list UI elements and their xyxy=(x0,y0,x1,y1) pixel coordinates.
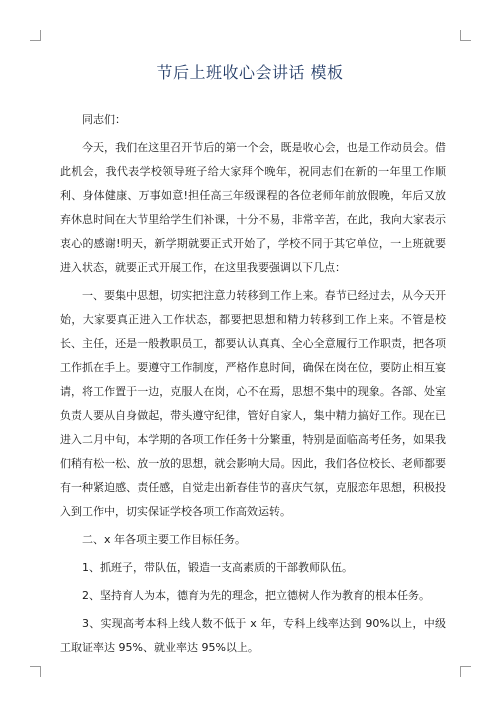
document-title: 节后上班收心会讲话 模板 xyxy=(156,63,344,82)
paragraph-point-two-heading: 二、x 年各项主要工作目标任务。 xyxy=(82,533,247,546)
paragraph-opening: 今天，我们在这里召开节后的第一个会，既是收心会，也是工作动员会。借此机会，我代表学校领导班子给大家拜个晚年，祝同志们在新的一年里工作顺利、身体健康、万事如意!担任高三年级课程的各位老师年前放假晚，年后又放弃休息时间在大节里给学生们补课，十分不易，非常辛苦，在此，我向大家表示衷心的感谢!明天，新学期就要正式开始了，学校不同于其它单位，一上班就要进入状态，就要正式开展工作，在这里我要强调以下几点： xyxy=(60,141,446,274)
crop-mark-top-left xyxy=(30,30,41,41)
paragraph-point-one: 一、要集中思想，切实把注意力转移到工作上来。春节已经过去，从今天开始，大家要真正进入工作状态，都要把思想和精力转移到工作上来。不管是校长、主任，还是一般教职员工，都要认认真真、全心全意履行工作职责，把各项工作抓在手上。要遵守工作制度，严格作息时间，确保在岗在位，要防止相互宴请，将工作置于一边，克服人在岗，心不在焉，思想不集中的现象。各部、处室负责人要从自身做起，带头遵守纪律，管好自家人，集中精力搞好工作。现在已进入二月中旬，本学期的各项工作任务十分繁重，特别是面临高考任务，如果我们稍有松一松、放一放的思想，就会影响大局。因此，我们各位校长、老师都要有一种紧迫感、责任感，自觉走出新春佳节的喜庆气氛，克服恋年思想，积极投入到工作中，切实保证学校各项工作高效运转。 xyxy=(60,289,446,518)
crop-mark-bottom-right xyxy=(460,666,471,677)
paragraph-item-1: 1、抓班子，带队伍，锻造一支高素质的干部教师队伍。 xyxy=(82,561,353,574)
salutation: 同志们： xyxy=(82,113,126,126)
document-body xyxy=(60,108,446,664)
paragraph-item-2: 2、坚持育人为本，德育为先的理念，把立德树人作为教育的根本任务。 xyxy=(82,589,430,602)
paragraph-item-3: 3、实现高考本科上线人数不低于 x 年，专科上线率达到 90%以上，中级工取证率达 95%、就业率达 95%以上。 xyxy=(60,617,446,654)
crop-mark-bottom-left xyxy=(30,666,41,677)
crop-mark-top-right xyxy=(460,30,471,41)
